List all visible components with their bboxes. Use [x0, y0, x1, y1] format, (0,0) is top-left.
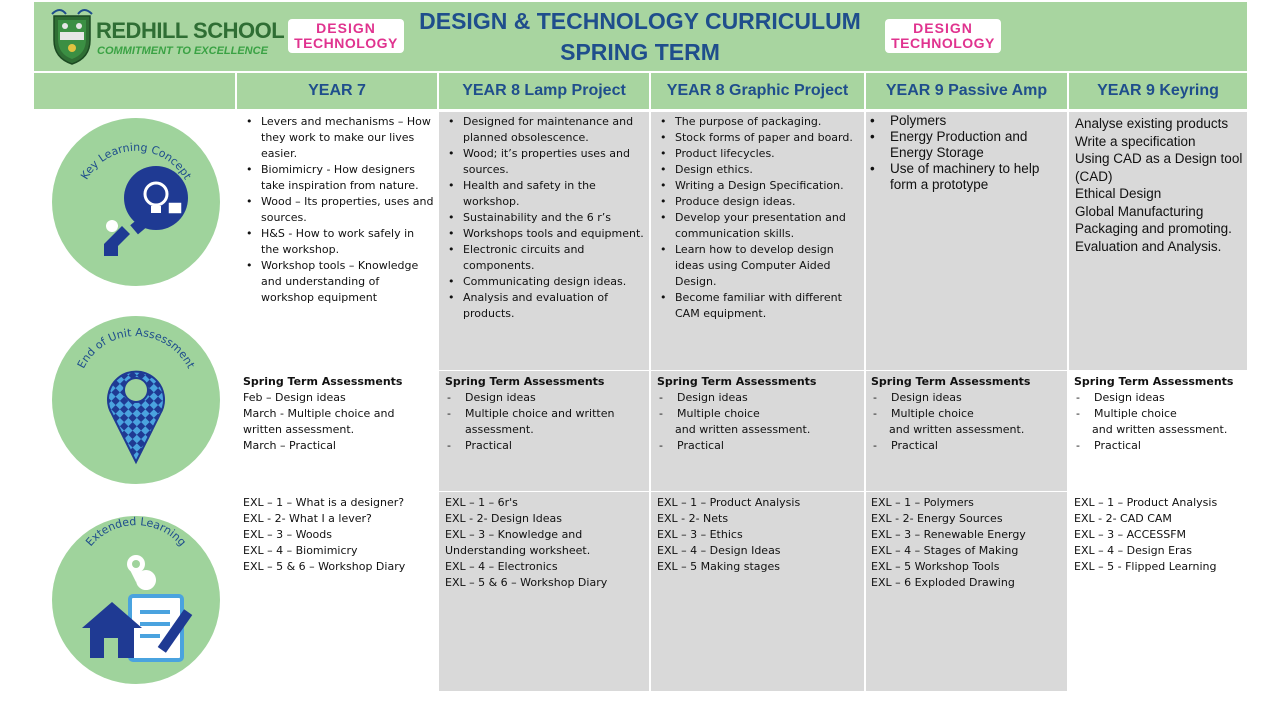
assessment-year7 [243, 374, 433, 454]
assessment-badge [52, 316, 220, 484]
list-item: EXL – 4 – Biomimicry [243, 544, 358, 557]
list-item: and written assessment. [1092, 423, 1228, 436]
list-item: • Health and safety in the workshop. [444, 178, 647, 210]
list-item: Using CAD as a Design tool (CAD) [1075, 151, 1243, 184]
key-learning-icon [52, 118, 220, 286]
list-item: - Design ideas [1074, 390, 1246, 406]
list-item: • Product lifecycles. [656, 146, 862, 162]
list-item: EXL - 2- Nets [657, 512, 729, 525]
key-learning-badge [52, 118, 220, 286]
list-item: and written assessment. [675, 423, 811, 436]
list-item: Evaluation and Analysis. [1075, 238, 1222, 254]
extended-learning-label: Extended Learning [83, 516, 189, 549]
extended-learning-icon [52, 516, 220, 684]
list-item: EXL – 5 & 6 – Workshop Diary [445, 576, 608, 589]
list-item: EXL – 5 & 6 – Workshop Diary [243, 560, 406, 573]
list-item: - Design ideas [445, 390, 645, 406]
list-item: • The purpose of packaging. [656, 114, 862, 130]
assessment-year8-graphic [657, 374, 857, 454]
extended-year7 [243, 495, 435, 575]
list-item: EXL – 5 Making stages [657, 560, 780, 573]
assessment-label: End of Unit Assessment [74, 325, 198, 371]
list-item: • Designed for maintenance and planned obsolescence. [444, 114, 647, 146]
column-header-year8-lamp: YEAR 8 Lamp Project [462, 82, 626, 99]
list-item: EXL - 2- Energy Sources [871, 512, 1003, 525]
row-divider [439, 370, 1247, 371]
key-learning-year8-lamp [444, 114, 647, 322]
list-item: EXL – 1 – 6r's [445, 496, 518, 509]
list-item: March - Multiple choice and written assessment. [243, 407, 395, 436]
column-header-year7: YEAR 7 [308, 82, 366, 99]
list-item: EXL – 4 – Design Ideas [657, 544, 781, 557]
list-item: • Wood; it’s properties uses and sources. [444, 146, 647, 178]
extended-year8-graphic [657, 495, 862, 575]
key-learning-year9-keyring [1075, 115, 1245, 255]
assessment-heading: Spring Term Assessments [657, 375, 817, 388]
key-learning-year8-graphic [656, 114, 862, 322]
list-item: • Writing a Design Specification. [656, 178, 862, 194]
list-item: - Multiple choice and written assessment. [445, 406, 645, 438]
list-item: • Communicating design ideas. [444, 274, 647, 290]
list-item: • Sustainability and the 6 r’s [444, 210, 647, 226]
list-item: • Develop your presentation and communication skills. [656, 210, 862, 242]
list-item: • H&S - How to work safely in the workshop. [242, 226, 434, 258]
page-subtitle: SPRING TERM [560, 39, 720, 65]
list-item: • Electronic circuits and components. [444, 242, 647, 274]
list-item: Packaging and promoting. [1075, 221, 1232, 236]
list-item: • Design ethics. [656, 162, 862, 178]
list-item: EXL – 4 – Design Eras [1074, 544, 1193, 557]
school-crest-icon [50, 6, 94, 66]
list-item: EXL – 3 – Ethics [657, 528, 743, 541]
list-item: • Biomimicry - How designers take inspiration from nature. [242, 162, 434, 194]
list-item: EXL – 1 – Polymers [871, 496, 974, 509]
assessment-heading: Spring Term Assessments [445, 375, 605, 388]
list-item: - Practical [871, 438, 1061, 454]
list-item: - Multiple choice [657, 406, 857, 422]
list-item: - Practical [1074, 438, 1246, 454]
list-item: Feb – Design ideas [243, 391, 346, 404]
extended-year8-lamp [445, 495, 647, 591]
list-item: • Wood – Its properties, uses and sources. [242, 194, 434, 226]
list-item: • Produce design ideas. [656, 194, 862, 210]
list-item: EXL – 1 – Product Analysis [1074, 496, 1218, 509]
svg-text:Extended Learning [83, 516, 188, 549]
list-item: EXL – 3 – ACCESSFM [1074, 528, 1187, 541]
list-item: EXL - 2- What I a lever? [243, 512, 372, 525]
list-item: • Workshop tools – Knowledge and understanding of workshop equipment [242, 258, 434, 306]
key-learning-year7 [242, 114, 434, 306]
list-item: EXL - 2- Design Ideas [445, 512, 562, 525]
list-item: EXL – 3 – Renewable Energy [871, 528, 1026, 541]
list-item: - Practical [445, 438, 645, 454]
list-item: • Become familiar with different CAM equipment. [656, 290, 862, 322]
list-item: EXL – 3 – Knowledge and [445, 528, 583, 541]
assessment-heading: Spring Term Assessments [1074, 375, 1234, 388]
column-header-year8-graphic: YEAR 8 Graphic Project [666, 82, 849, 99]
key-learning-label: Key Learning Concept [78, 140, 194, 182]
assessment-heading: Spring Term Assessments [871, 375, 1031, 388]
list-item: Analyse existing products [1075, 116, 1229, 131]
column-header-year9-keyring: YEAR 9 Keyring [1097, 82, 1219, 99]
key-learning-year9-amp [866, 113, 1056, 193]
extended-year9-amp [871, 495, 1065, 591]
list-item: EXL – 1 – Product Analysis [657, 496, 801, 509]
list-item: EXL – 6 Exploded Drawing [871, 576, 1015, 589]
assessment-pin-icon [52, 316, 220, 484]
column-header-year9-amp: YEAR 9 Passive Amp [885, 82, 1048, 99]
list-item: • Workshops tools and equipment. [444, 226, 647, 242]
list-item: Global Manufacturing [1075, 203, 1204, 219]
dt-logo-line2: TECHNOLOGY [891, 35, 995, 51]
list-item: • Stock forms of paper and board. [656, 130, 862, 146]
list-item: • Analysis and evaluation of products. [444, 290, 647, 322]
list-item: EXL – 4 – Stages of Making [871, 544, 1019, 557]
list-item: - Practical [657, 438, 857, 454]
list-item: EXL – 1 – What is a designer? [243, 496, 405, 509]
list-item: March – Practical [243, 439, 336, 452]
list-item: • Polymers [866, 113, 1056, 129]
school-name: REDHILL SCHOOL [96, 18, 285, 43]
list-item: - Multiple choice [871, 406, 1061, 422]
dt-logo-line1: DESIGN [913, 20, 973, 36]
list-item: - Multiple choice [1074, 406, 1246, 422]
school-motto: COMMITMENT TO EXCELLENCE [97, 45, 268, 57]
page-title: DESIGN & TECHNOLOGY CURRICULUM [419, 8, 861, 34]
dt-logo-right [885, 19, 1001, 53]
assessment-year9-keyring [1074, 374, 1246, 454]
dt-logo-line2: TECHNOLOGY [294, 35, 398, 51]
list-item: • Use of machinery to help form a prototype [866, 161, 1056, 193]
extended-year9-keyring [1074, 495, 1246, 575]
dt-logo-line1: DESIGN [316, 20, 376, 36]
row-divider [439, 491, 1067, 492]
list-item: EXL - 2- CAD CAM [1074, 512, 1172, 525]
list-item: - Design ideas [657, 390, 857, 406]
list-item: • Energy Production and Energy Storage [866, 129, 1056, 161]
list-item: - Design ideas [871, 390, 1061, 406]
assessment-heading: Spring Term Assessments [243, 375, 403, 388]
list-item: Write a specification [1075, 133, 1196, 149]
list-item: • Levers and mechanisms – How they work to make our lives easier. [242, 114, 434, 162]
list-item: Understanding worksheet. [445, 544, 591, 557]
extended-learning-badge [52, 516, 220, 684]
svg-text:End of Unit Assessment [75, 326, 198, 371]
list-item: EXL – 3 – Woods [243, 528, 333, 541]
list-item: EXL – 5 - Flipped Learning [1074, 560, 1217, 573]
school-logo [50, 6, 285, 66]
assessment-year8-lamp [445, 374, 645, 454]
list-item: • Learn how to develop design ideas using Computer Aided Design. [656, 242, 862, 290]
list-item: EXL – 4 – Electronics [445, 560, 558, 573]
assessment-year9-amp [871, 374, 1061, 454]
list-item: EXL – 5 Workshop Tools [871, 560, 1000, 573]
list-item: Ethical Design [1075, 186, 1162, 201]
list-item: and written assessment. [889, 423, 1025, 436]
